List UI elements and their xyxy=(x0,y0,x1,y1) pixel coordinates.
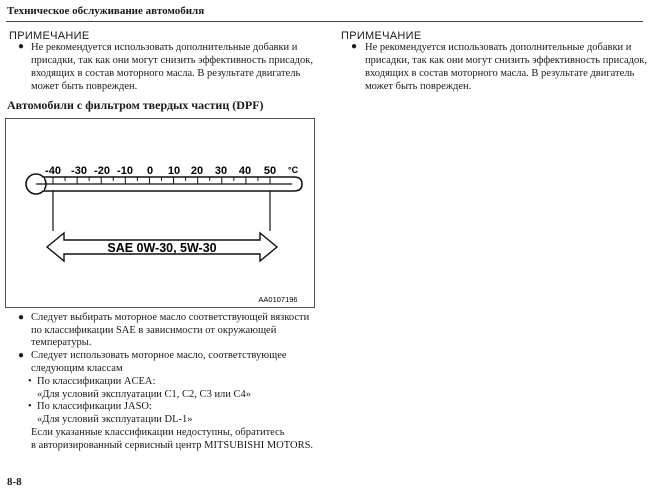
scale-label: -30 xyxy=(71,165,87,177)
bullet-text-viscosity: Следует выбирать моторное масло соответствующей вязкости по классификации SAE в зависимости от окружающей температуры. xyxy=(31,312,310,349)
sub-bullet-dot: • xyxy=(28,376,32,387)
page-number: 8-8 xyxy=(7,476,22,488)
bullet-icon: ● xyxy=(18,312,25,323)
scale-label: 50 xyxy=(263,165,277,177)
scale-label: 20 xyxy=(190,165,204,177)
header-rule xyxy=(6,21,643,22)
scale-label: 30 xyxy=(214,165,228,177)
scale-label: -10 xyxy=(117,165,133,177)
sub-bullet-dot: • xyxy=(28,401,32,412)
scale-label: 40 xyxy=(238,165,252,177)
jaso-class: По классификации JASO: «Для условий эксплуатации DL-1» xyxy=(37,401,193,425)
scale-ticks xyxy=(53,177,270,184)
thermometer-chart xyxy=(6,119,314,307)
oil-grade-label: SAE 0W-30, 5W-30 xyxy=(107,241,217,255)
unit-label: °C xyxy=(288,165,299,175)
note-text-left: Не рекомендуется использовать дополнительные добавки и присадки, так как они могут снизить эффективность присадок, входящих в состав моторного масла. В результате двигатель может быть поврежден. xyxy=(31,42,313,92)
section-title: Автомобили с фильтром твердых частиц (DPF) xyxy=(7,98,264,112)
bullet-icon: ● xyxy=(18,41,25,52)
scale-label: 0 xyxy=(146,165,154,177)
scale-label: 10 xyxy=(167,165,181,177)
bullet-icon: ● xyxy=(18,350,25,361)
service-note: Если указанные классификации недоступны, обратитесь в авторизированный сервисный центр MITSUBISHI MOTORS. xyxy=(31,427,314,451)
figure-code: AA0107196 xyxy=(258,295,298,304)
scale-label: -40 xyxy=(45,165,61,177)
scale-label: -20 xyxy=(94,165,110,177)
running-header: Техническое обслуживание автомобиля xyxy=(7,5,205,17)
bullet-text-classes: Следует использовать моторное масло, соответствующее следующим классам xyxy=(31,350,287,374)
oil-viscosity-diagram xyxy=(5,118,315,308)
acea-class: По классификации ACEA: «Для условий эксплуатации C1, C2, C3 или C4» xyxy=(37,376,252,400)
note-text-right: Не рекомендуется использовать дополнительные добавки и присадки, так как они могут снизить эффективность присадок, входящих в состав моторного масла. В результате двигатель может быть поврежден. xyxy=(365,42,647,92)
bullet-icon: ● xyxy=(351,41,358,52)
note-title-right: ПРИМЕЧАНИЕ xyxy=(341,30,422,42)
note-title-left: ПРИМЕЧАНИЕ xyxy=(9,30,90,42)
